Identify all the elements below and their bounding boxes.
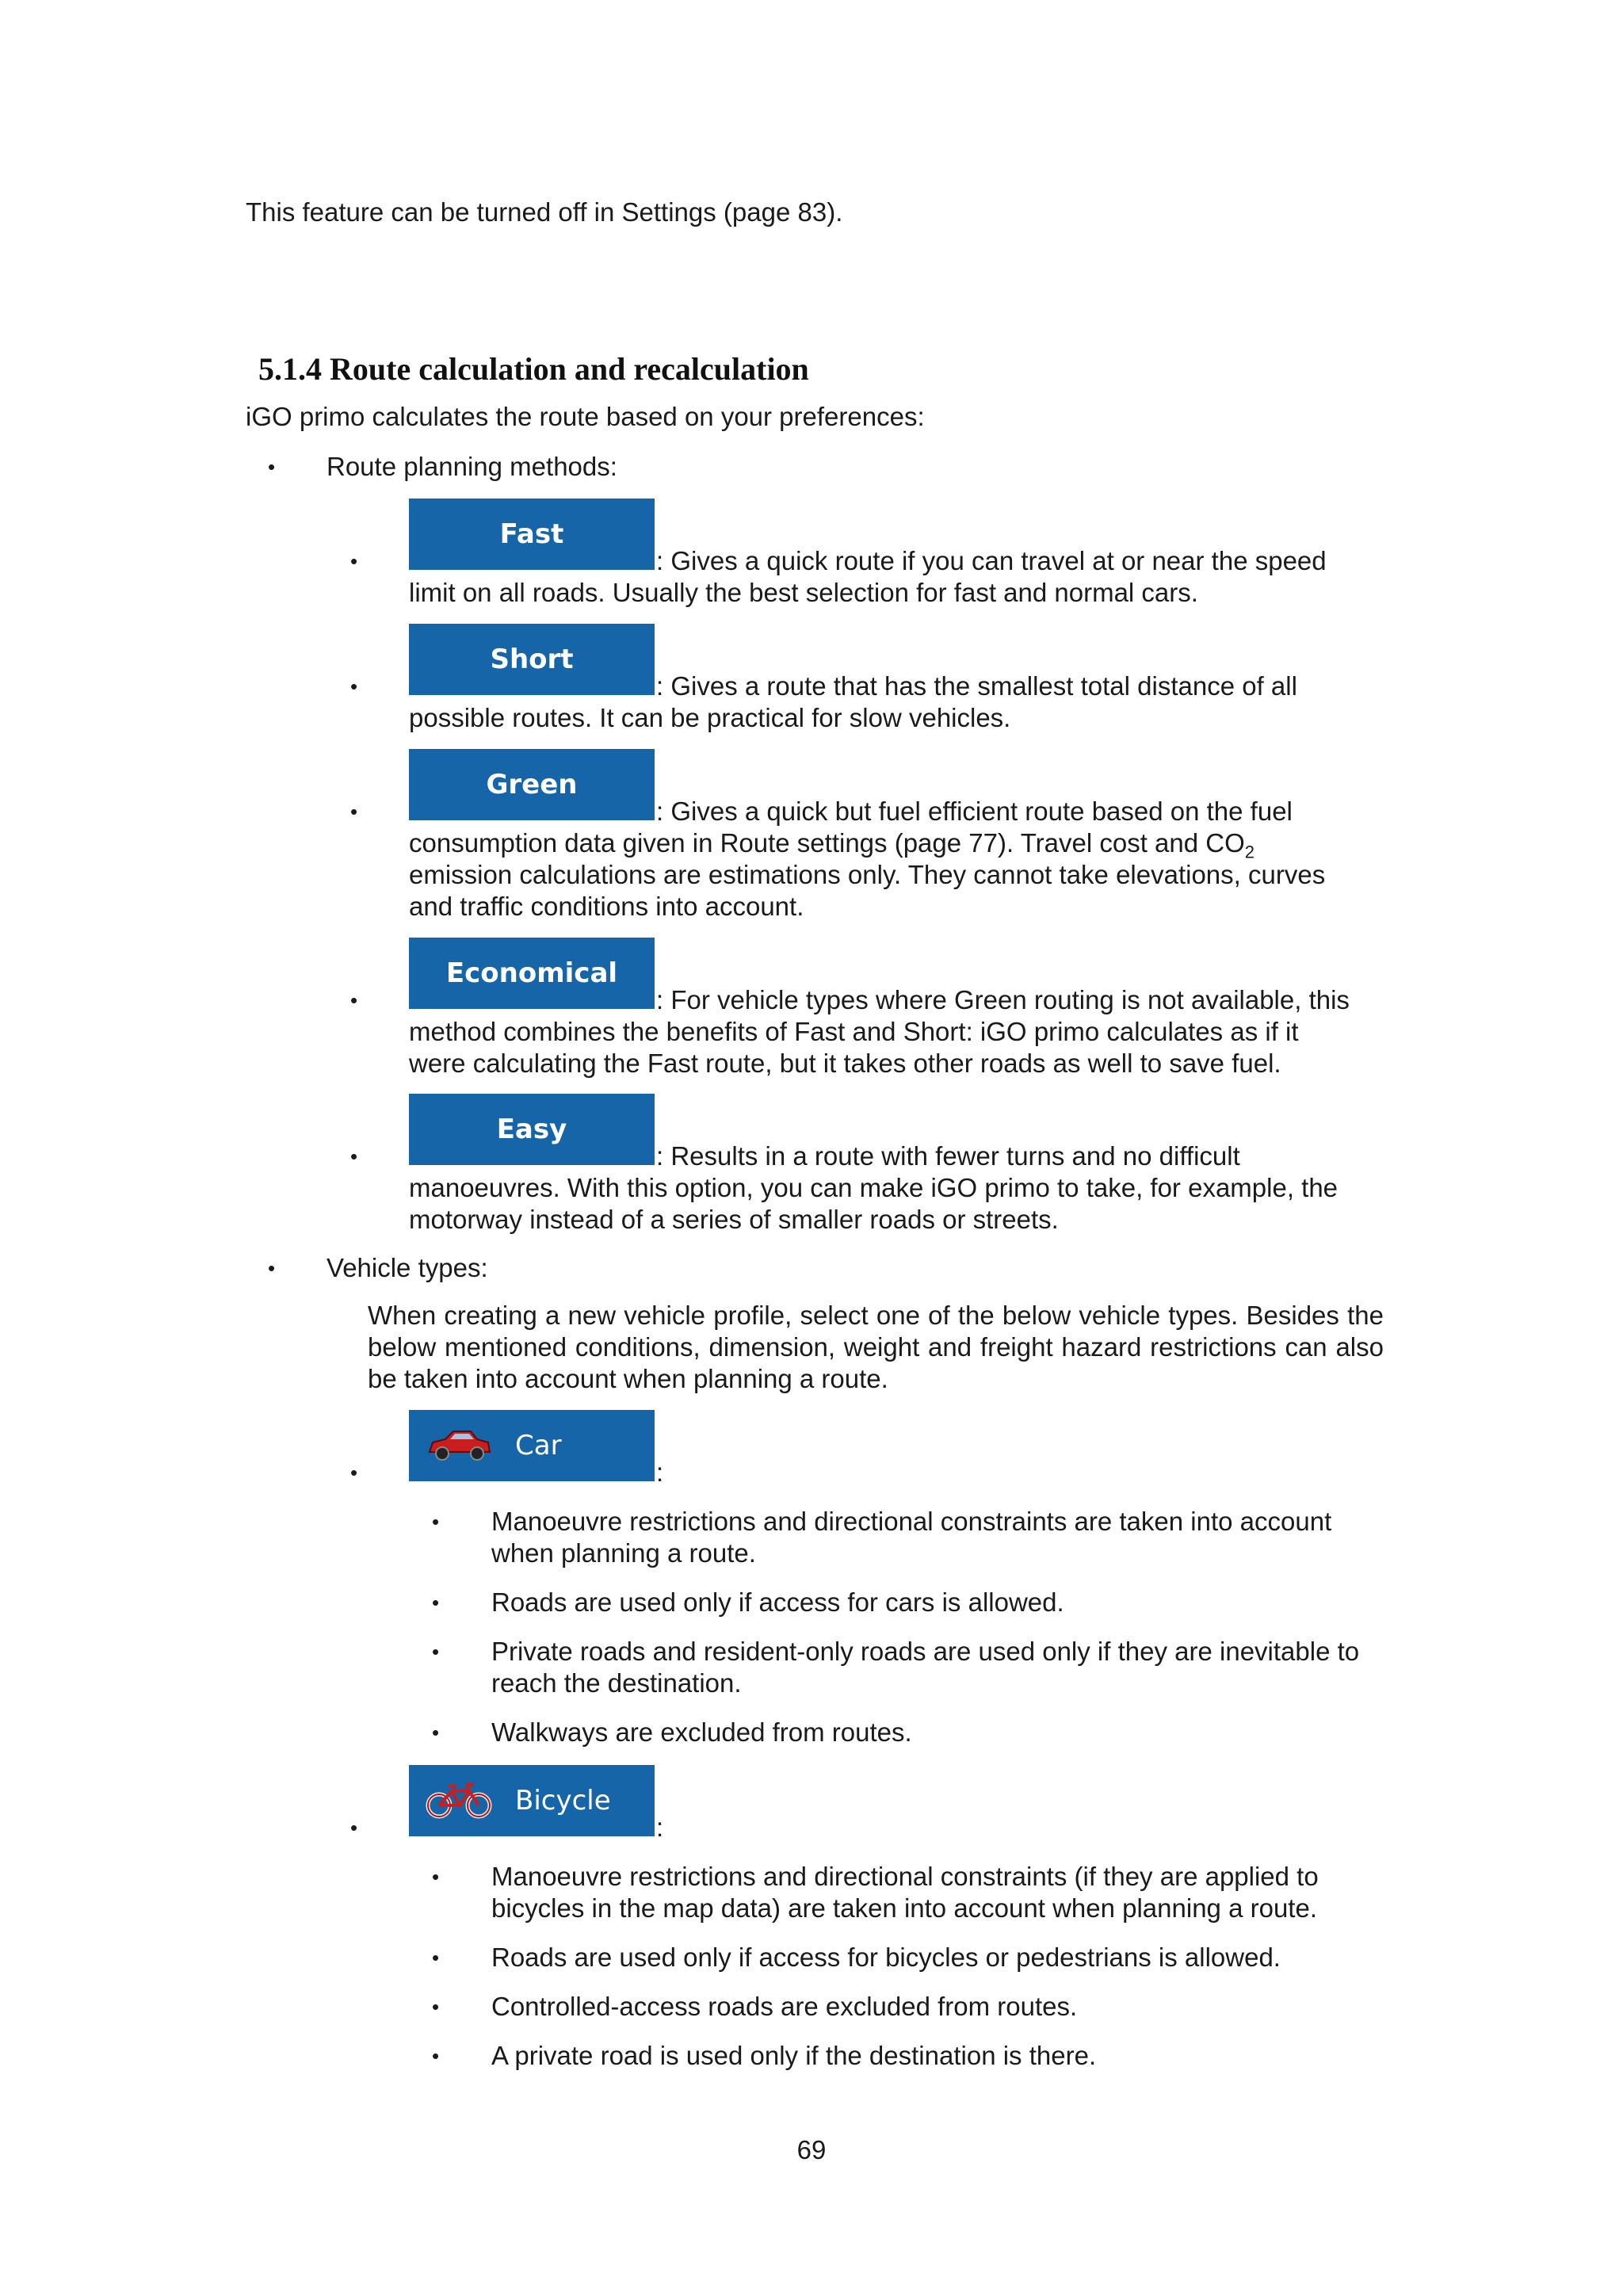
- bullet: •: [432, 1865, 440, 1889]
- co2-subscript: 2: [1244, 842, 1255, 862]
- bullet: •: [432, 1946, 440, 1969]
- method-green-rest-a-text: consumption data given in Route settings (page 77). Travel cost and CO: [409, 828, 1245, 858]
- short-button[interactable]: Short: [409, 624, 655, 695]
- car-button[interactable]: [409, 1410, 655, 1481]
- method-easy-line1: : Results in a route with fewer turns and no difficult: [656, 1141, 1240, 1171]
- bicycle-button[interactable]: [409, 1765, 655, 1836]
- bullet: •: [350, 800, 358, 823]
- bullet: •: [350, 1816, 358, 1839]
- bicycle-item: Roads are used only if access for bicycles or pedestrians is allowed.: [491, 1943, 1281, 1972]
- green-button[interactable]: Green: [409, 749, 655, 820]
- method-economical-rest: method combines the benefits of Fast and Short: iGO primo calculates as if it: [409, 1017, 1299, 1046]
- car-icon: [425, 1425, 493, 1466]
- method-green-rest: emission calculations are estimations only. They cannot take elevations, curves: [409, 860, 1326, 889]
- bicycle-icon: [425, 1780, 493, 1821]
- calc-intro: iGO primo calculates the route based on your preferences:: [246, 402, 925, 431]
- car-item: Private roads and resident-only roads are used only if they are inevitable to reach the destination.: [491, 1637, 1360, 1698]
- method-green-line1: : Gives a quick but fuel efficient route based on the fuel: [656, 797, 1293, 826]
- bullet: •: [432, 1995, 440, 2019]
- section-heading: 5.1.4 Route calculation and recalculation: [258, 351, 809, 387]
- method-economical-rest: were calculating the Fast route, but it takes other roads as well to save fuel.: [409, 1049, 1281, 1078]
- bicycle-item: A private road is used only if the destination is there.: [491, 2041, 1097, 2070]
- method-economical-line1: : For vehicle types where Green routing is not available, this: [656, 985, 1350, 1014]
- method-short-rest: possible routes. It can be practical for slow vehicles.: [409, 703, 1011, 732]
- bullet: •: [350, 988, 358, 1012]
- car-item: Manoeuvre restrictions and directional constraints are taken into account when planning a route.: [491, 1507, 1332, 1568]
- vehicles-label: Vehicle types:: [327, 1253, 488, 1282]
- bicycle-colon: :: [656, 1813, 664, 1842]
- method-easy-rest: manoeuvres. With this option, you can make iGO primo to take, for example, the: [409, 1173, 1338, 1202]
- car-button-label: Car: [515, 1430, 562, 1461]
- vehicles-intro: When creating a new vehicle profile, select one of the below vehicle types. Besides the below mentioned conditions, dimension, weight and freight hazard restrictions can also be taken into account when planning a route.: [368, 1301, 1384, 1393]
- bullet: •: [268, 1256, 276, 1280]
- method-green-rest: and traffic conditions into account.: [409, 892, 804, 921]
- planning-label: Route planning methods:: [327, 452, 617, 481]
- economical-button[interactable]: Economical: [409, 938, 655, 1009]
- car-item: Walkways are excluded from routes.: [491, 1717, 912, 1747]
- fast-button[interactable]: Fast: [409, 499, 655, 570]
- bullet: •: [350, 1144, 358, 1168]
- method-fast-line1: : Gives a quick route if you can travel at or near the speed: [656, 546, 1327, 575]
- bullet: •: [350, 549, 358, 573]
- bicycle-item: Controlled-access roads are excluded from routes.: [491, 1992, 1078, 2021]
- bullet: •: [350, 1461, 358, 1484]
- method-green-rest-a: [409, 827, 1384, 862]
- bullet: •: [432, 1640, 440, 1664]
- car-colon: :: [656, 1457, 664, 1487]
- easy-button[interactable]: Easy: [409, 1094, 655, 1165]
- bicycle-button-label: Bicycle: [515, 1785, 611, 1817]
- bullet: •: [268, 455, 276, 479]
- bullet: •: [432, 1510, 440, 1534]
- page-number: 69: [796, 2135, 827, 2164]
- bullet: •: [432, 1721, 440, 1744]
- intro-text: This feature can be turned off in Settings (page 83).: [246, 197, 843, 227]
- bullet: •: [432, 2044, 440, 2068]
- bullet: •: [432, 1591, 440, 1614]
- method-fast-rest: limit on all roads. Usually the best selection for fast and normal cars.: [409, 578, 1198, 607]
- method-short-line1: : Gives a route that has the smallest total distance of all: [656, 671, 1297, 701]
- bicycle-item: Manoeuvre restrictions and directional constraints (if they are applied to bicycles in the map data) are taken into account when planning a route.: [491, 1862, 1319, 1923]
- bullet: •: [350, 674, 358, 698]
- method-easy-rest: motorway instead of a series of smaller roads or streets.: [409, 1205, 1059, 1234]
- car-item: Roads are used only if access for cars is allowed.: [491, 1587, 1064, 1617]
